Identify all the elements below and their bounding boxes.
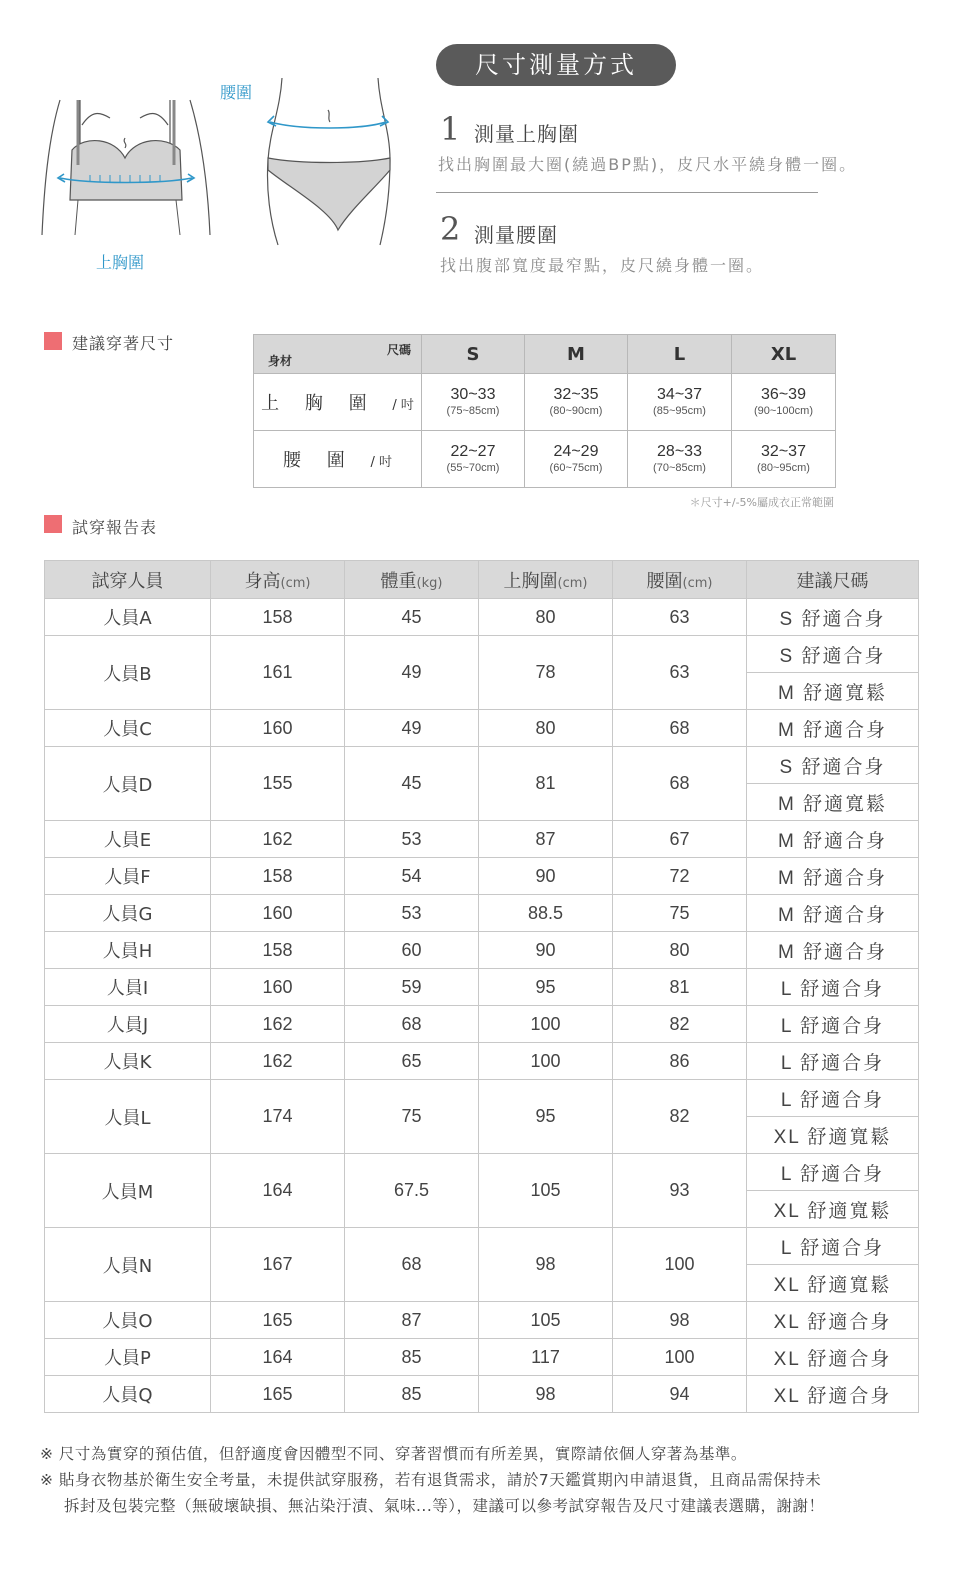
tester-name: 人員O xyxy=(45,1302,211,1339)
inch-value: 32~37 xyxy=(761,443,806,460)
tester-height: 160 xyxy=(211,895,345,932)
cm-value: (55~70cm) xyxy=(446,462,500,474)
recommended-size: XL 舒適寬鬆 xyxy=(747,1117,919,1154)
tester-bust: 81 xyxy=(479,747,613,821)
table-row xyxy=(45,858,919,895)
tester-name: 人員D xyxy=(45,747,211,821)
cm-value: (90~100cm) xyxy=(753,405,813,417)
tester-name: 人員K xyxy=(45,1043,211,1080)
table-row xyxy=(45,599,919,636)
tester-weight: 85 xyxy=(345,1376,479,1413)
recommended-size: M 舒適合身 xyxy=(747,821,919,858)
tester-bust: 90 xyxy=(479,858,613,895)
col-label: 體重 xyxy=(380,570,417,592)
tester-bust: 117 xyxy=(479,1339,613,1376)
table-row xyxy=(45,1006,919,1043)
tester-height: 162 xyxy=(211,1043,345,1080)
tester-waist: 67 xyxy=(613,821,747,858)
table-row xyxy=(45,969,919,1006)
col-unit: (kg) xyxy=(416,575,443,591)
tester-bust: 100 xyxy=(479,1043,613,1080)
tester-weight: 59 xyxy=(345,969,479,1006)
tester-name: 人員F xyxy=(45,858,211,895)
bust-row-unit: / 吋 xyxy=(392,398,414,413)
tester-name: 人員L xyxy=(45,1080,211,1154)
col-label: 身高 xyxy=(244,570,281,592)
size-table-header xyxy=(254,335,836,374)
col-unit: (cm) xyxy=(682,575,713,591)
tester-name: 人員Q xyxy=(45,1376,211,1413)
tester-waist: 80 xyxy=(613,932,747,969)
table-row xyxy=(45,932,919,969)
step-2-title: 測量腰圍 xyxy=(474,223,558,247)
tester-name: 人員E xyxy=(45,821,211,858)
recommended-size: L 舒適合身 xyxy=(747,1154,919,1191)
inch-value: 34~37 xyxy=(657,386,702,403)
table-row xyxy=(45,636,919,673)
cm-value: (80~90cm) xyxy=(549,405,603,417)
tester-height: 174 xyxy=(211,1080,345,1154)
recommended-size: M 舒適寬鬆 xyxy=(747,673,919,710)
size-row-label xyxy=(254,431,422,488)
table-row xyxy=(45,1080,919,1117)
tester-height: 164 xyxy=(211,1154,345,1228)
tester-waist: 82 xyxy=(613,1006,747,1043)
recommended-size: M 舒適合身 xyxy=(747,858,919,895)
size-cell xyxy=(628,431,732,488)
col-bust xyxy=(479,561,613,599)
recommended-size: XL 舒適寬鬆 xyxy=(747,1265,919,1302)
table-row xyxy=(45,747,919,784)
size-tolerance-note: ＊尺寸+/-5%屬成衣正常範圍 xyxy=(689,496,834,509)
tester-weight: 53 xyxy=(345,895,479,932)
size-col-l: L xyxy=(628,335,732,374)
tester-bust: 78 xyxy=(479,636,613,710)
recommended-size: S 舒適合身 xyxy=(747,636,919,673)
measurement-illustration xyxy=(30,70,410,280)
tester-waist: 94 xyxy=(613,1376,747,1413)
tester-height: 160 xyxy=(211,969,345,1006)
tester-name: 人員A xyxy=(45,599,211,636)
cm-value: (60~75cm) xyxy=(549,462,603,474)
tester-height: 164 xyxy=(211,1339,345,1376)
tester-height: 158 xyxy=(211,932,345,969)
corner-size-label: 尺碼 xyxy=(386,343,411,357)
tester-bust: 98 xyxy=(479,1228,613,1302)
bust-row-label: 上 胸 圍 xyxy=(261,393,377,414)
guide-title: 尺寸測量方式 xyxy=(436,44,676,86)
size-table xyxy=(253,334,836,488)
tester-bust: 90 xyxy=(479,932,613,969)
tester-name: 人員C xyxy=(45,710,211,747)
step-2-number: 2 xyxy=(440,210,461,248)
report-section-heading: 試穿報告表 xyxy=(72,518,158,537)
col-weight xyxy=(345,561,479,599)
inch-value: 30~33 xyxy=(450,386,496,403)
table-row xyxy=(45,1302,919,1339)
tester-name: 人員J xyxy=(45,1006,211,1043)
recommended-size: XL 舒適合身 xyxy=(747,1339,919,1376)
table-row xyxy=(45,710,919,747)
recommended-size: M 舒適寬鬆 xyxy=(747,784,919,821)
tester-height: 162 xyxy=(211,821,345,858)
recommended-size: M 舒適合身 xyxy=(747,932,919,969)
size-cell xyxy=(732,374,836,431)
col-label: 上胸圍 xyxy=(503,570,558,592)
tester-weight: 49 xyxy=(345,636,479,710)
step-1-number: 1 xyxy=(440,110,461,148)
col-unit: (cm) xyxy=(557,575,588,591)
tester-height: 155 xyxy=(211,747,345,821)
table-row xyxy=(45,1043,919,1080)
size-col-s: S xyxy=(422,335,525,374)
corner-body-label: 身材 xyxy=(268,354,293,368)
tester-waist: 68 xyxy=(613,747,747,821)
table-row xyxy=(45,1339,919,1376)
recommended-size: L 舒適合身 xyxy=(747,969,919,1006)
tester-height: 167 xyxy=(211,1228,345,1302)
tester-waist: 98 xyxy=(613,1302,747,1339)
cm-value: (75~85cm) xyxy=(446,405,500,417)
tester-bust: 98 xyxy=(479,1376,613,1413)
recommended-size: L 舒適合身 xyxy=(747,1080,919,1117)
recommended-size: M 舒適合身 xyxy=(747,710,919,747)
tester-waist: 72 xyxy=(613,858,747,895)
tester-weight: 54 xyxy=(345,858,479,895)
tester-name: 人員P xyxy=(45,1339,211,1376)
col-label: 試穿人員 xyxy=(91,570,164,592)
col-waist xyxy=(613,561,747,599)
col-recommended-size xyxy=(747,561,919,599)
tester-weight: 68 xyxy=(345,1006,479,1043)
tester-waist: 86 xyxy=(613,1043,747,1080)
inch-value: 22~27 xyxy=(450,443,496,460)
col-label: 腰圍 xyxy=(646,570,683,592)
tester-weight: 45 xyxy=(345,747,479,821)
tester-height: 160 xyxy=(211,710,345,747)
tester-bust: 80 xyxy=(479,710,613,747)
size-row-bust xyxy=(254,374,836,431)
size-cell xyxy=(525,431,628,488)
tester-name: 人員H xyxy=(45,932,211,969)
size-cell xyxy=(422,374,525,431)
guide-divider xyxy=(436,192,818,193)
col-height xyxy=(211,561,345,599)
cm-value: (85~95cm) xyxy=(653,405,706,417)
size-section-marker xyxy=(44,332,62,350)
col-label: 建議尺碼 xyxy=(796,570,869,592)
recommended-size: L 舒適合身 xyxy=(747,1228,919,1265)
tester-waist: 81 xyxy=(613,969,747,1006)
tester-bust: 80 xyxy=(479,599,613,636)
size-row-waist xyxy=(254,431,836,488)
note-1: ※ 尺寸為實穿的預估值，但舒適度會因體型不同、穿著習慣而有所差異，實際請依個人穿著為基準。 xyxy=(40,1445,747,1463)
tester-weight: 85 xyxy=(345,1339,479,1376)
tester-weight: 67.5 xyxy=(345,1154,479,1228)
recommended-size: S 舒適合身 xyxy=(747,747,919,784)
inch-value: 36~39 xyxy=(761,386,806,403)
tester-weight: 65 xyxy=(345,1043,479,1080)
tester-bust: 88.5 xyxy=(479,895,613,932)
note-2: ※ 貼身衣物基於衛生安全考量，未提供試穿服務，若有退貨需求，請於7天鑑賞期內申請退貨，且商品需保持未 xyxy=(40,1471,822,1489)
tester-height: 158 xyxy=(211,858,345,895)
tester-waist: 100 xyxy=(613,1339,747,1376)
table-row xyxy=(45,1376,919,1413)
table-row xyxy=(45,821,919,858)
inch-value: 32~35 xyxy=(553,386,599,403)
tester-weight: 75 xyxy=(345,1080,479,1154)
tester-bust: 105 xyxy=(479,1302,613,1339)
recommended-size: S 舒適合身 xyxy=(747,599,919,636)
recommended-size: M 舒適合身 xyxy=(747,895,919,932)
report-section-marker xyxy=(44,515,62,533)
cm-value: (70~85cm) xyxy=(653,462,706,474)
tester-weight: 49 xyxy=(345,710,479,747)
tester-weight: 53 xyxy=(345,821,479,858)
size-col-m: M xyxy=(525,335,628,374)
table-row xyxy=(45,1228,919,1265)
cm-value: (80~95cm) xyxy=(757,462,810,474)
table-row xyxy=(45,895,919,932)
size-table-corner xyxy=(254,335,422,374)
col-unit: (cm) xyxy=(280,575,311,591)
size-col-xl: XL xyxy=(732,335,836,374)
recommended-size: L 舒適合身 xyxy=(747,1006,919,1043)
tester-bust: 100 xyxy=(479,1006,613,1043)
tester-bust: 87 xyxy=(479,821,613,858)
recommended-size: L 舒適合身 xyxy=(747,1043,919,1080)
table-row xyxy=(45,1154,919,1191)
waist-row-unit: / 吋 xyxy=(370,455,392,470)
tester-height: 161 xyxy=(211,636,345,710)
inch-value: 24~29 xyxy=(553,443,599,460)
size-section-heading: 建議穿著尺寸 xyxy=(72,334,175,353)
size-row-label xyxy=(254,374,422,431)
tester-waist: 75 xyxy=(613,895,747,932)
step-1-desc: 找出胸圍最大圈(繞過BP點)，皮尺水平繞身體一圈。 xyxy=(438,155,858,174)
tester-name: 人員I xyxy=(45,969,211,1006)
tester-bust: 95 xyxy=(479,1080,613,1154)
tester-name: 人員B xyxy=(45,636,211,710)
tester-name: 人員N xyxy=(45,1228,211,1302)
tester-weight: 60 xyxy=(345,932,479,969)
size-cell xyxy=(525,374,628,431)
note-3: 拆封及包裝完整（無破壞缺損、無沾染汙漬、氣味...等），建議可以參考試穿報告及尺寸建議表選購，謝謝！ xyxy=(64,1497,825,1515)
tester-height: 162 xyxy=(211,1006,345,1043)
report-body xyxy=(45,599,919,1413)
step-2-desc: 找出腹部寬度最窄點，皮尺繞身體一圈。 xyxy=(440,256,765,275)
recommended-size: XL 舒適合身 xyxy=(747,1302,919,1339)
tester-height: 165 xyxy=(211,1302,345,1339)
tester-waist: 68 xyxy=(613,710,747,747)
report-header-row xyxy=(45,561,919,599)
tester-height: 165 xyxy=(211,1376,345,1413)
inch-value: 28~33 xyxy=(657,443,702,460)
tester-weight: 45 xyxy=(345,599,479,636)
size-cell xyxy=(732,431,836,488)
waist-row-label: 腰 圍 xyxy=(283,450,355,471)
tester-weight: 68 xyxy=(345,1228,479,1302)
size-cell xyxy=(628,374,732,431)
tester-name: 人員G xyxy=(45,895,211,932)
col-tester xyxy=(45,561,211,599)
fitting-report-table xyxy=(44,560,919,1413)
tester-waist: 93 xyxy=(613,1154,747,1228)
tester-waist: 82 xyxy=(613,1080,747,1154)
tester-bust: 105 xyxy=(479,1154,613,1228)
tester-weight: 87 xyxy=(345,1302,479,1339)
tester-waist: 63 xyxy=(613,636,747,710)
recommended-size: XL 舒適合身 xyxy=(747,1376,919,1413)
tester-waist: 100 xyxy=(613,1228,747,1302)
recommended-size: XL 舒適寬鬆 xyxy=(747,1191,919,1228)
step-1-title: 測量上胸圍 xyxy=(474,122,579,146)
tester-name: 人員M xyxy=(45,1154,211,1228)
waist-label: 腰圍 xyxy=(220,83,253,102)
tester-height: 158 xyxy=(211,599,345,636)
tester-bust: 95 xyxy=(479,969,613,1006)
bust-label: 上胸圍 xyxy=(96,253,145,272)
size-cell xyxy=(422,431,525,488)
tester-waist: 63 xyxy=(613,599,747,636)
